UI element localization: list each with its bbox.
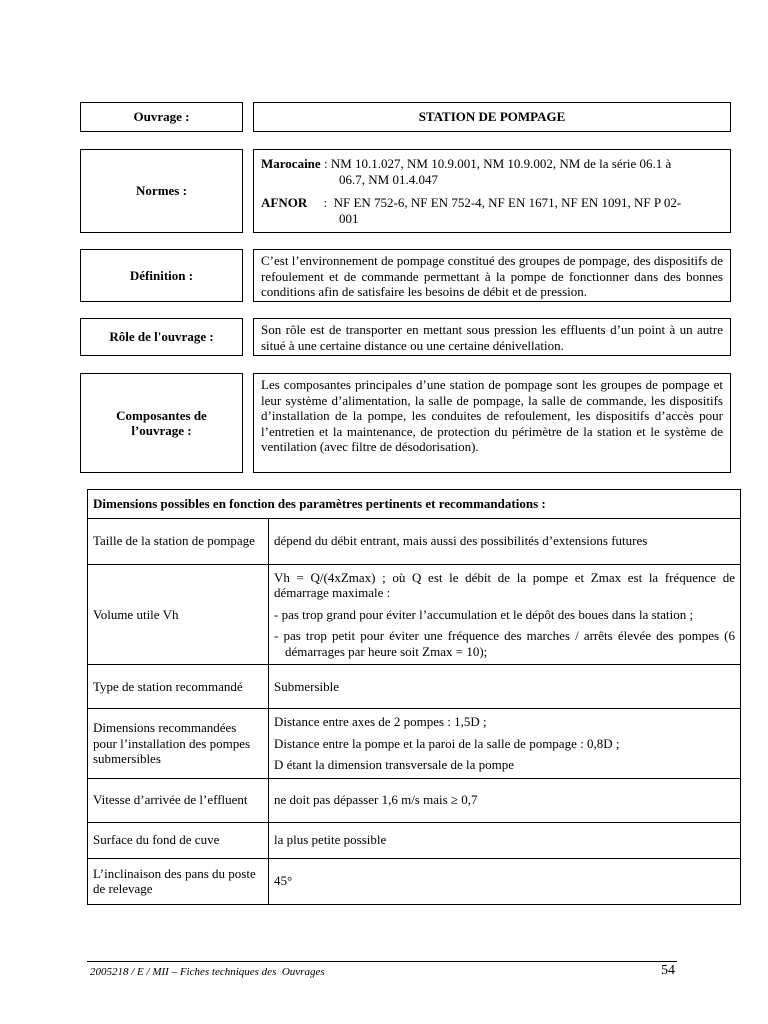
volume-bullet-1: - pas trop grand pour éviter l’accumulation et le dépôt des boues dans la station ; [274, 606, 694, 622]
row-label-taille: Taille de la station de pompage [88, 518, 269, 564]
table-row [88, 778, 741, 822]
distance-axes: Distance entre axes de 2 pompes : 1,5D ; [274, 714, 487, 729]
dimension-transversale: D étant la dimension transversale de la pompe [274, 757, 515, 772]
norme-marocaine-sep: : [320, 156, 331, 171]
norme-marocaine [261, 156, 723, 187]
dimensions-header: Dimensions possibles en fonction des paramètres pertinents et recommandations : [88, 490, 741, 519]
row-value-taille: dépend du débit entrant, mais aussi des possibilités d’extensions futures [269, 518, 741, 564]
row-label-vitesse: Vitesse d’arrivée de l’effluent [88, 778, 269, 822]
ouvrage-value [253, 102, 731, 132]
norme-marocaine-line2: 06.7, NM 01.4.047 [339, 171, 438, 187]
ouvrage-label-text: Ouvrage : [133, 109, 190, 125]
norme-afnor-key: AFNOR [261, 195, 308, 210]
table-row [88, 665, 741, 709]
row-value-volume [269, 564, 741, 665]
table-row [88, 822, 741, 858]
composantes-label-line2: l’ouvrage : [131, 423, 192, 438]
footer-divider [87, 961, 677, 962]
norme-afnor-line2: 001 [339, 210, 359, 226]
volume-formula: Vh = Q/(4xZmax) ; où Q est le débit de la pompe et Zmax est la fréquence de démarrage maximale : [274, 569, 735, 600]
composantes-label [80, 373, 243, 473]
distance-paroi: Distance entre la pompe et la paroi de la salle de pompage : 0,8D ; [274, 735, 620, 751]
norme-afnor-sep: : [307, 195, 334, 210]
table-row [88, 518, 741, 564]
norme-afnor-line1: NF EN 752-6, NF EN 752-4, NF EN 1671, NF EN 1091, NF P 02- [333, 195, 682, 210]
volume-bullet-2: - pas trop petit pour éviter une fréquence des marches / arrêts élevée des pompes (6 démarrages par heure soit Zmax = 10); [274, 628, 735, 659]
footer-reference: 2005218 / E / MII – Fiches techniques des Ouvrages [90, 966, 325, 978]
norme-marocaine-line1: NM 10.1.027, NM 10.9.001, NM 10.9.002, NM de la série 06.1 à [330, 156, 672, 171]
normes-content [253, 149, 731, 233]
definition-label [80, 249, 243, 302]
composantes-content [253, 373, 731, 473]
page-number: 54 [661, 963, 675, 978]
row-label-surface: Surface du fond de cuve [88, 822, 269, 858]
row-label-volume: Volume utile Vh [88, 564, 269, 665]
role-label [80, 318, 243, 356]
row-label-dimensions-pompes: Dimensions recommandées pour l’installation des pompes submersibles [88, 709, 269, 779]
row-label-inclinaison: L’inclinaison des pans du poste de relevage [88, 858, 269, 904]
row-value-inclinaison: 45° [269, 858, 741, 904]
table-row [88, 564, 741, 665]
ouvrage-label [80, 102, 243, 132]
composantes-label-line1: Composantes de [116, 407, 207, 423]
table-row [88, 709, 741, 779]
ouvrage-title: STATION DE POMPAGE [418, 109, 566, 125]
norme-afnor [261, 195, 723, 226]
dimensions-table [87, 489, 741, 905]
role-label-text: Rôle de l'ouvrage : [109, 329, 214, 345]
row-value-dimensions-pompes [269, 709, 741, 779]
definition-text: C’est l’environnement de pompage constitué des groupes de pompage, des dispositifs de refoulement et de commande permettant à la pompe de fonctionner dans des bonnes conditions afin de satisfaire les besoins de débit et de pression. [261, 253, 723, 299]
role-text: Son rôle est de transporter en mettant sous pression les effluents d’un point à un autre situé à une certaine distance ou une certaine dénivellation. [261, 322, 723, 353]
dimensions-header-row [88, 490, 741, 519]
normes-label-text: Normes : [136, 183, 187, 199]
role-content [253, 318, 731, 356]
row-value-type: Submersible [269, 665, 741, 709]
composantes-text: Les composantes principales d’une station de pompage sont les groupes de pompage et leur système d’alimentation, la salle de pompage, la salle de commande, les dispositifs d’installation de la pompe, les conduites de refoulement, les dispositifs d’accès pour l’entretien et la maintenance, de protection du périmètre de la station et le système de ventilation (avec filtre de désodorisation). [261, 377, 723, 454]
normes-label [80, 149, 243, 233]
table-row [88, 858, 741, 904]
definition-content [253, 249, 731, 302]
definition-label-text: Définition : [129, 267, 194, 283]
row-value-surface: la plus petite possible [269, 822, 741, 858]
row-value-vitesse: ne doit pas dépasser 1,6 m/s mais ≥ 0,7 [269, 778, 741, 822]
norme-marocaine-key: Marocaine [261, 156, 321, 171]
row-label-type: Type de station recommandé [88, 665, 269, 709]
